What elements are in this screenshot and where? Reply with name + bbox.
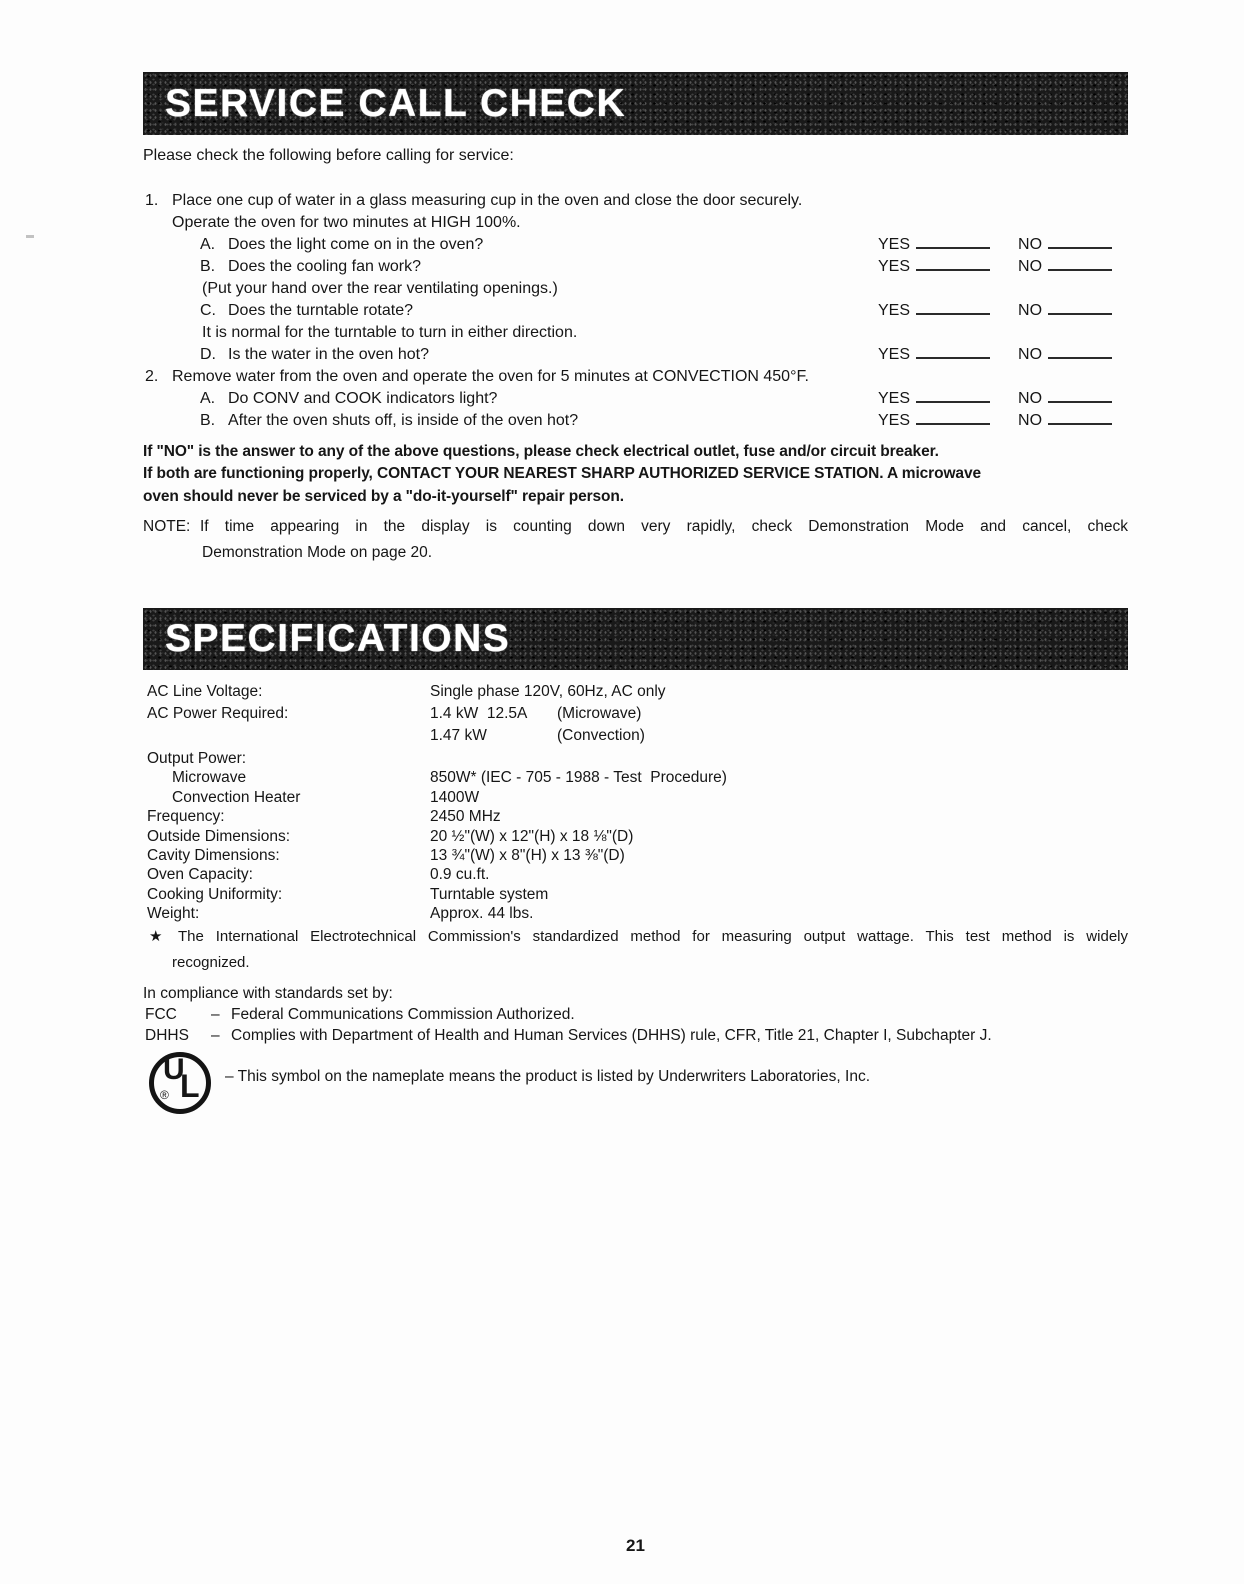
section-header-service-call-check bbox=[143, 72, 1128, 135]
item-letter: C. bbox=[200, 302, 216, 319]
spec-label: Weight: bbox=[147, 905, 200, 923]
note-label: NOTE: bbox=[143, 518, 191, 535]
spec-row-weight bbox=[143, 904, 1128, 923]
ul-logo-icon bbox=[149, 1052, 211, 1114]
dash: – bbox=[211, 1027, 220, 1044]
spec-row-microwave bbox=[143, 768, 1128, 787]
yes-label: YES bbox=[878, 302, 911, 319]
spec-value: 1400W bbox=[430, 788, 480, 806]
spec-label: Cooking Uniformity: bbox=[147, 885, 283, 903]
spec-value: Approx. 44 lbs. bbox=[430, 905, 534, 923]
section-title: SERVICE CALL CHECK bbox=[165, 82, 627, 125]
ul-logo-u: U bbox=[163, 1053, 185, 1086]
yes-no-blanks bbox=[878, 300, 1112, 322]
spec-note: (Convection) bbox=[557, 727, 645, 744]
step-text: Place one cup of water in a glass measuring cup in the oven and close the door securely. bbox=[172, 192, 803, 209]
item-letter: B. bbox=[200, 412, 216, 429]
yes-no-blanks bbox=[878, 344, 1112, 366]
no-label: NO bbox=[1018, 302, 1043, 319]
no-label: NO bbox=[1018, 258, 1043, 275]
yes-blank-line bbox=[916, 345, 990, 359]
no-blank-line bbox=[1048, 345, 1112, 359]
checklist-item-2b bbox=[143, 410, 1128, 432]
spec-value: Turntable system bbox=[430, 885, 549, 903]
step-number: 1. bbox=[145, 192, 159, 209]
no-blank-line bbox=[1048, 257, 1112, 271]
item-note: (Put your hand over the rear ventilating openings.) bbox=[202, 280, 558, 297]
spec-value: 0.9 cu.ft. bbox=[430, 866, 490, 884]
yes-blank-line bbox=[916, 389, 990, 403]
spec-value: 20 ½"(W) x 12"(H) x 18 ⅛"(D) bbox=[430, 827, 634, 845]
ul-logo-l: L bbox=[180, 1068, 200, 1104]
specifications-table bbox=[143, 681, 1128, 924]
spec-label: Microwave bbox=[172, 769, 247, 787]
warning-line: oven should never be serviced by a "do-it-yourself" repair person. bbox=[143, 487, 624, 505]
checklist-item-1a bbox=[143, 234, 1128, 256]
spec-label: Cavity Dimensions: bbox=[147, 846, 280, 864]
item-letter: B. bbox=[200, 258, 216, 275]
yes-blank-line bbox=[916, 235, 990, 249]
no-label: NO bbox=[1018, 390, 1043, 407]
item-question: Do CONV and COOK indicators light? bbox=[228, 390, 498, 407]
intro-text: Please check the following before calling for service: bbox=[143, 147, 514, 164]
note-line: If time appearing in the display is counting down very rapidly, check Demonstration Mode and cancel, check bbox=[200, 518, 1128, 535]
no-blank-line bbox=[1048, 389, 1112, 403]
spec-label: Outside Dimensions: bbox=[147, 827, 291, 845]
no-label: NO bbox=[1018, 346, 1043, 363]
section-title: SPECIFICATIONS bbox=[165, 617, 511, 660]
page-number: 21 bbox=[626, 1536, 645, 1555]
checklist-item-1c bbox=[143, 300, 1128, 322]
spec-value: 1.4 kW 12.5A bbox=[430, 705, 528, 722]
checklist-item-2a bbox=[143, 388, 1128, 410]
dash: – bbox=[211, 1006, 220, 1023]
compliance-block bbox=[143, 983, 1128, 1046]
spec-label: Output Power: bbox=[147, 750, 247, 767]
spec-row-cavity-dimensions bbox=[143, 846, 1128, 865]
yes-label: YES bbox=[878, 346, 911, 363]
no-label: NO bbox=[1018, 412, 1043, 429]
yes-no-blanks bbox=[878, 388, 1112, 410]
note-line: Demonstration Mode on page 20. bbox=[202, 544, 433, 561]
step-2-line-1 bbox=[143, 366, 1128, 388]
star-icon: ★ bbox=[149, 928, 163, 945]
footnote-line: recognized. bbox=[172, 954, 250, 971]
spec-label: AC Power Required: bbox=[147, 705, 289, 722]
spec-row-frequency bbox=[143, 807, 1128, 826]
checklist-item-1c-note bbox=[143, 322, 1128, 344]
registered-mark-icon: ® bbox=[160, 1088, 169, 1102]
yes-no-blanks bbox=[878, 234, 1112, 256]
no-blank-line bbox=[1048, 411, 1112, 425]
item-question: Does the cooling fan work? bbox=[228, 258, 421, 275]
spec-row-convection-heater bbox=[143, 788, 1128, 807]
compliance-text: Complies with Department of Health and Human Services (DHHS) rule, CFR, Title 21, Chapter I, Subchapter J. bbox=[231, 1027, 992, 1044]
yes-label: YES bbox=[878, 412, 911, 429]
item-letter: A. bbox=[200, 390, 216, 407]
no-label: NO bbox=[1018, 236, 1043, 253]
no-blank-line bbox=[1048, 301, 1112, 315]
step-1-line-2 bbox=[143, 212, 1128, 234]
item-note: It is normal for the turntable to turn in either direction. bbox=[202, 324, 578, 341]
warning-paragraph bbox=[143, 441, 1128, 508]
spec-value: 13 ¾"(W) x 8"(H) x 13 ⅜"(D) bbox=[430, 846, 625, 864]
spec-label: Convection Heater bbox=[172, 788, 301, 806]
step-1-line-1 bbox=[143, 190, 1128, 212]
ul-description: – This symbol on the nameplate means the product is listed by Underwriters Laboratories, Inc. bbox=[225, 1068, 871, 1085]
spec-row-cooking-uniformity bbox=[143, 885, 1128, 904]
no-blank-line bbox=[1048, 235, 1112, 249]
compliance-row-dhhs bbox=[143, 1025, 1128, 1046]
spec-label: AC Line Voltage: bbox=[147, 683, 263, 700]
checklist-item-1d bbox=[143, 344, 1128, 366]
spec-row-ac-line-voltage bbox=[143, 681, 1128, 703]
agency-abbr: FCC bbox=[145, 1006, 177, 1023]
section-header-specifications bbox=[143, 608, 1128, 670]
footnote-line: The International Electrotechnical Commission's standardized method for measuring output wattage. This test method is widely bbox=[178, 928, 1128, 945]
yes-label: YES bbox=[878, 236, 911, 253]
spec-value: 2450 MHz bbox=[430, 808, 501, 826]
yes-no-blanks bbox=[878, 256, 1112, 278]
step-text: Operate the oven for two minutes at HIGH 100%. bbox=[172, 214, 521, 231]
item-letter: D. bbox=[200, 346, 216, 363]
step-text: Remove water from the oven and operate the oven for 5 minutes at CONVECTION 450°F. bbox=[172, 368, 809, 385]
compliance-intro: In compliance with standards set by: bbox=[143, 985, 393, 1002]
warning-line: If both are functioning properly, CONTACT YOUR NEAREST SHARP AUTHORIZED SERVICE STATION. A microwave bbox=[143, 465, 981, 483]
item-question: After the oven shuts off, is inside of the oven hot? bbox=[228, 412, 579, 429]
yes-label: YES bbox=[878, 390, 911, 407]
spec-note: (Microwave) bbox=[557, 705, 642, 722]
spec-row-ac-power-required bbox=[143, 703, 1128, 725]
item-question: Is the water in the oven hot? bbox=[228, 346, 430, 363]
checklist-item-1b bbox=[143, 256, 1128, 278]
spec-row-outside-dimensions bbox=[143, 827, 1128, 846]
spec-label: Oven Capacity: bbox=[147, 866, 253, 884]
iec-footnote bbox=[143, 924, 1128, 976]
agency-abbr: DHHS bbox=[145, 1027, 189, 1044]
yes-no-blanks bbox=[878, 410, 1112, 432]
note-paragraph bbox=[143, 514, 1128, 566]
spec-value: Single phase 120V, 60Hz, AC only bbox=[430, 683, 666, 700]
item-question: Does the light come on in the oven? bbox=[228, 236, 484, 253]
spec-value: 850W* (IEC - 705 - 1988 - Test Procedure) bbox=[430, 769, 727, 787]
yes-blank-line bbox=[916, 301, 990, 315]
checklist-item-1b-note bbox=[143, 278, 1128, 300]
scan-artifact bbox=[26, 235, 34, 238]
item-letter: A. bbox=[200, 236, 216, 253]
step-number: 2. bbox=[145, 368, 159, 385]
compliance-text: Federal Communications Commission Authorized. bbox=[231, 1006, 575, 1023]
warning-line: If "NO" is the answer to any of the above questions, please check electrical outlet, fuse and/or circuit breaker. bbox=[143, 443, 939, 460]
spec-row-oven-capacity bbox=[143, 865, 1128, 884]
spec-label: Frequency: bbox=[147, 808, 225, 826]
spec-value: 1.47 kW bbox=[430, 727, 487, 744]
yes-blank-line bbox=[916, 411, 990, 425]
yes-label: YES bbox=[878, 258, 911, 275]
service-checklist bbox=[143, 190, 1128, 432]
ul-listing-row bbox=[143, 1048, 1128, 1120]
spec-row-output-power bbox=[143, 749, 1128, 768]
spec-row-ac-power-convection bbox=[143, 725, 1128, 747]
yes-blank-line bbox=[916, 257, 990, 271]
item-question: Does the turntable rotate? bbox=[228, 302, 414, 319]
compliance-row-fcc bbox=[143, 1004, 1128, 1025]
